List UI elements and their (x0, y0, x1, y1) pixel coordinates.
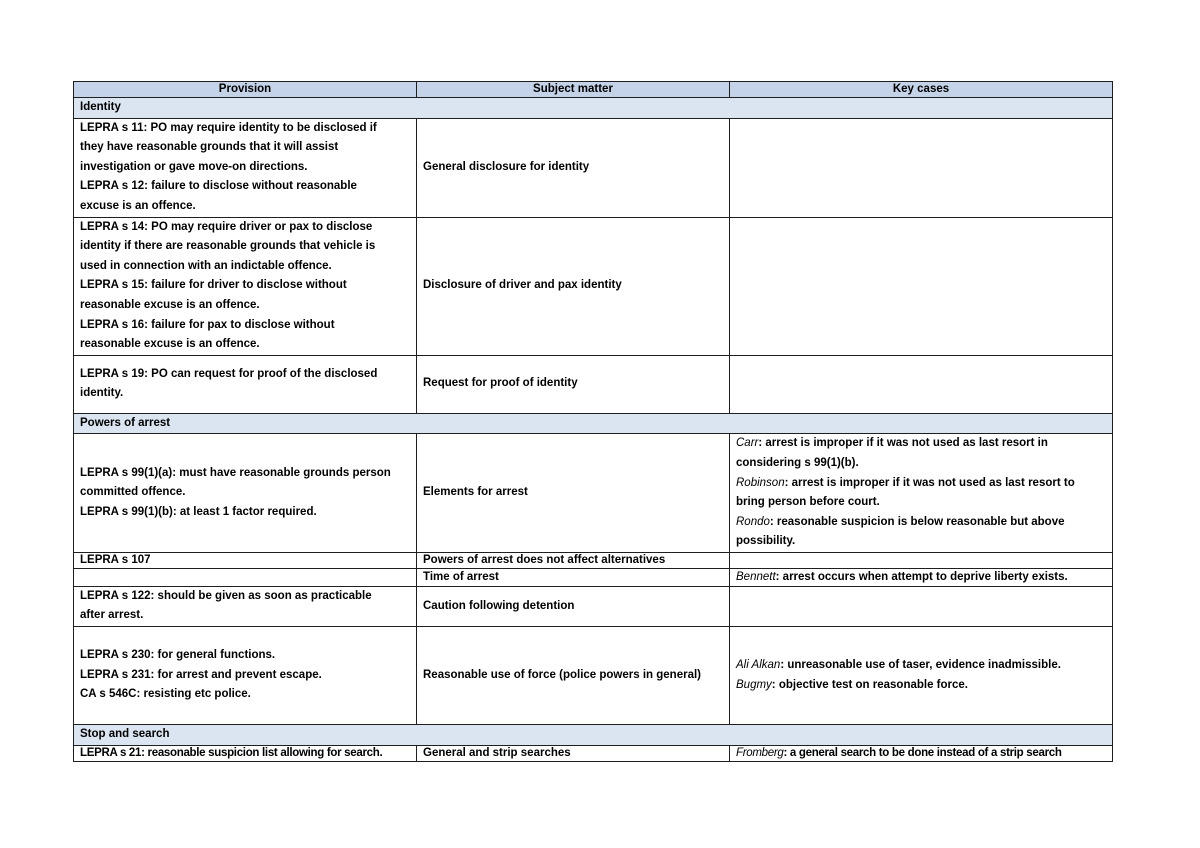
case-name: Fromberg (736, 746, 784, 759)
provision-cell (74, 627, 417, 725)
case-name: Bennett (736, 570, 776, 583)
provision-cell (74, 568, 417, 586)
provision-cell: LEPRA s 107 (74, 552, 417, 568)
section-title-arrest: Powers of arrest (74, 413, 1113, 434)
table-row (74, 568, 1113, 586)
subject-cell: Request for proof of identity (417, 355, 730, 413)
cases-cell (730, 434, 1113, 553)
provision-line: LEPRA s 11: PO may require identity to be disclosed if (80, 121, 377, 134)
section-row-search (74, 725, 1113, 746)
provision-cell: LEPRA s 21: reasonable suspicion list allowing for search. (74, 745, 417, 761)
subject-cell: Powers of arrest does not affect alternatives (417, 552, 730, 568)
subject-cell: Elements for arrest (417, 434, 730, 553)
header-key-cases: Key cases (730, 82, 1113, 98)
provision-line: LEPRA s 16: failure for pax to disclose without (80, 318, 335, 331)
provision-line: excuse is an offence. (80, 199, 196, 212)
case-text: : arrest is improper if it was not used as last resort to bring person before court. (736, 476, 1075, 509)
case-text: : reasonable suspicion is below reasonable but above possibility. (736, 515, 1065, 548)
subject-cell: General and strip searches (417, 745, 730, 761)
provision-line: LEPRA s 99(1)(a): must have reasonable grounds person (80, 466, 391, 479)
provision-line: LEPRA s 230: for general functions. (80, 649, 276, 662)
provision-line: identity. (80, 387, 124, 400)
provision-cell (74, 118, 417, 217)
provision-line: after arrest. (80, 609, 144, 622)
case-text: : arrest is improper if it was not used as last resort in considering s 99(1)(b). (736, 437, 1048, 469)
table-row (74, 355, 1113, 413)
case-text: : unreasonable use of taser, evidence inadmissible. (780, 658, 1061, 671)
table-row (74, 552, 1113, 568)
section-title-search: Stop and search (74, 725, 1113, 746)
case-name: Carr (736, 437, 759, 450)
case-entry (736, 434, 1106, 473)
subject-cell: Reasonable use of force (police powers in general) (417, 627, 730, 725)
subject-cell: Time of arrest (417, 568, 730, 586)
provisions-table (73, 81, 1113, 762)
cases-cell (730, 355, 1113, 413)
provision-line: investigation or gave move-on directions. (80, 160, 308, 173)
provision-line: LEPRA s 12: failure to disclose without reasonable (80, 180, 357, 193)
case-name: Rondo (736, 515, 770, 528)
table-row (74, 745, 1113, 761)
provision-line: LEPRA s 14: PO may require driver or pax to disclose (80, 220, 373, 233)
section-title-identity: Identity (74, 98, 1113, 119)
provision-line: LEPRA s 122: should be given as soon as practicable (80, 589, 372, 602)
cases-cell (730, 552, 1113, 568)
provision-cell (74, 355, 417, 413)
subject-cell: Disclosure of driver and pax identity (417, 217, 730, 355)
table-row (74, 627, 1113, 725)
provision-line: LEPRA s 19: PO can request for proof of the disclosed (80, 367, 378, 380)
subject-cell: Caution following detention (417, 586, 730, 626)
table-row (74, 586, 1113, 626)
cases-cell (730, 627, 1113, 725)
provision-line: they have reasonable grounds that it will assist (80, 141, 339, 154)
header-provision: Provision (74, 82, 417, 98)
provision-line: identity if there are reasonable grounds that vehicle is (80, 240, 376, 253)
header-subject-matter: Subject matter (417, 82, 730, 98)
header-row (74, 82, 1113, 98)
provision-line: LEPRA s 15: failure for driver to disclose without (80, 279, 347, 292)
cases-cell (730, 118, 1113, 217)
case-text: : a general search to be done instead of a strip search (783, 746, 1062, 759)
table-row (74, 434, 1113, 553)
subject-cell: General disclosure for identity (417, 118, 730, 217)
case-text: : arrest occurs when attempt to deprive liberty exists. (775, 570, 1068, 583)
case-entry (736, 656, 1106, 676)
case-entry (736, 676, 1106, 696)
case-entry (736, 571, 1068, 583)
case-entry (736, 474, 1106, 513)
case-name: Bugmy (736, 678, 772, 691)
case-name: Ali Alkan (736, 658, 781, 671)
provision-line: LEPRA s 99(1)(b): at least 1 factor required. (80, 505, 317, 518)
case-name: Robinson (736, 476, 785, 489)
provision-line: used in connection with an indictable offence. (80, 259, 332, 272)
cases-cell (730, 745, 1113, 761)
case-entry (736, 513, 1106, 552)
provision-line: reasonable excuse is an offence. (80, 298, 260, 311)
section-row-arrest (74, 413, 1113, 434)
provision-cell (74, 434, 417, 553)
provision-cell (74, 217, 417, 355)
provision-line: CA s 546C: resisting etc police. (80, 688, 251, 701)
table-row (74, 217, 1113, 355)
table-row (74, 118, 1113, 217)
provision-line: reasonable excuse is an offence. (80, 338, 260, 351)
provision-line: LEPRA s 231: for arrest and prevent escape. (80, 668, 322, 681)
cases-cell (730, 217, 1113, 355)
cases-cell (730, 586, 1113, 626)
case-entry (736, 747, 1062, 759)
case-text: : objective test on reasonable force. (771, 678, 968, 691)
cases-cell (730, 568, 1113, 586)
provision-line: committed offence. (80, 486, 186, 499)
provision-cell (74, 586, 417, 626)
section-row-identity (74, 98, 1113, 119)
